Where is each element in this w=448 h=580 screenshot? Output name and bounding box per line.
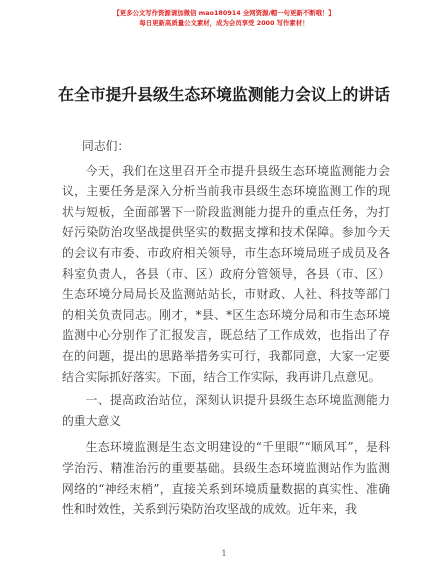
- promo-banner-line1: 【更多公文写作资源请加微信 mao180914 全网资源/帽一句更新不断哦！】: [113, 9, 335, 17]
- body-paragraph-1: 今天，我们在这里召开全市提升县级生态环境监测能力会议，主要任务是深入分析当前我市县级生态环境监测工作的现状与短板，全面部署下一阶段监测能力提升的重点任务，为打好污染防治攻坚战提供坚实的数据支撑和技术保障。参加今天的会议有市委、市政府相关领导，市生态环境局班子成员及各科室负责人，各县（市、区）政府分管领导，各县（市、区）生态环境分局局长及监测站站长，市财政、人社、科技等部门的相关负责同志。刚才，*县、*区生态环境分局和市生态环境监测中心分别作了汇报发言，既总结了工作成效，也指出了存在的问题，提出的思路举措务实可行，我都同意，大家一定要结合实际抓好落实。下面，结合工作实际，我再讲几点意见。: [62, 163, 390, 384]
- promo-banner: [0, 8, 448, 28]
- document-body: [62, 136, 390, 520]
- page-number: 1: [221, 549, 227, 558]
- promo-banner-line2: 每日更新高质量公文素材，成为会员享受 2000 写作素材！: [139, 19, 309, 27]
- greeting: 同志们：: [82, 139, 130, 153]
- document-title: 在全市提升县级生态环境监测能力会议上的讲话: [58, 85, 390, 104]
- section-heading-1: 一、提高政治站位，深刻认识提升县级生态环境监测能力的重大意义: [62, 393, 390, 428]
- section-paragraph-1: 生态环境监测是生态文明建设的“千里眼”“顺风耳”，是科学治污、精准治污的重要基础。县级生态环境监测站作为监测网络的“神经末梢”，直接关系到环境质量数据的真实性、准确性和时效性，关系到污染防治攻坚战的成效。近年来，我: [62, 440, 390, 517]
